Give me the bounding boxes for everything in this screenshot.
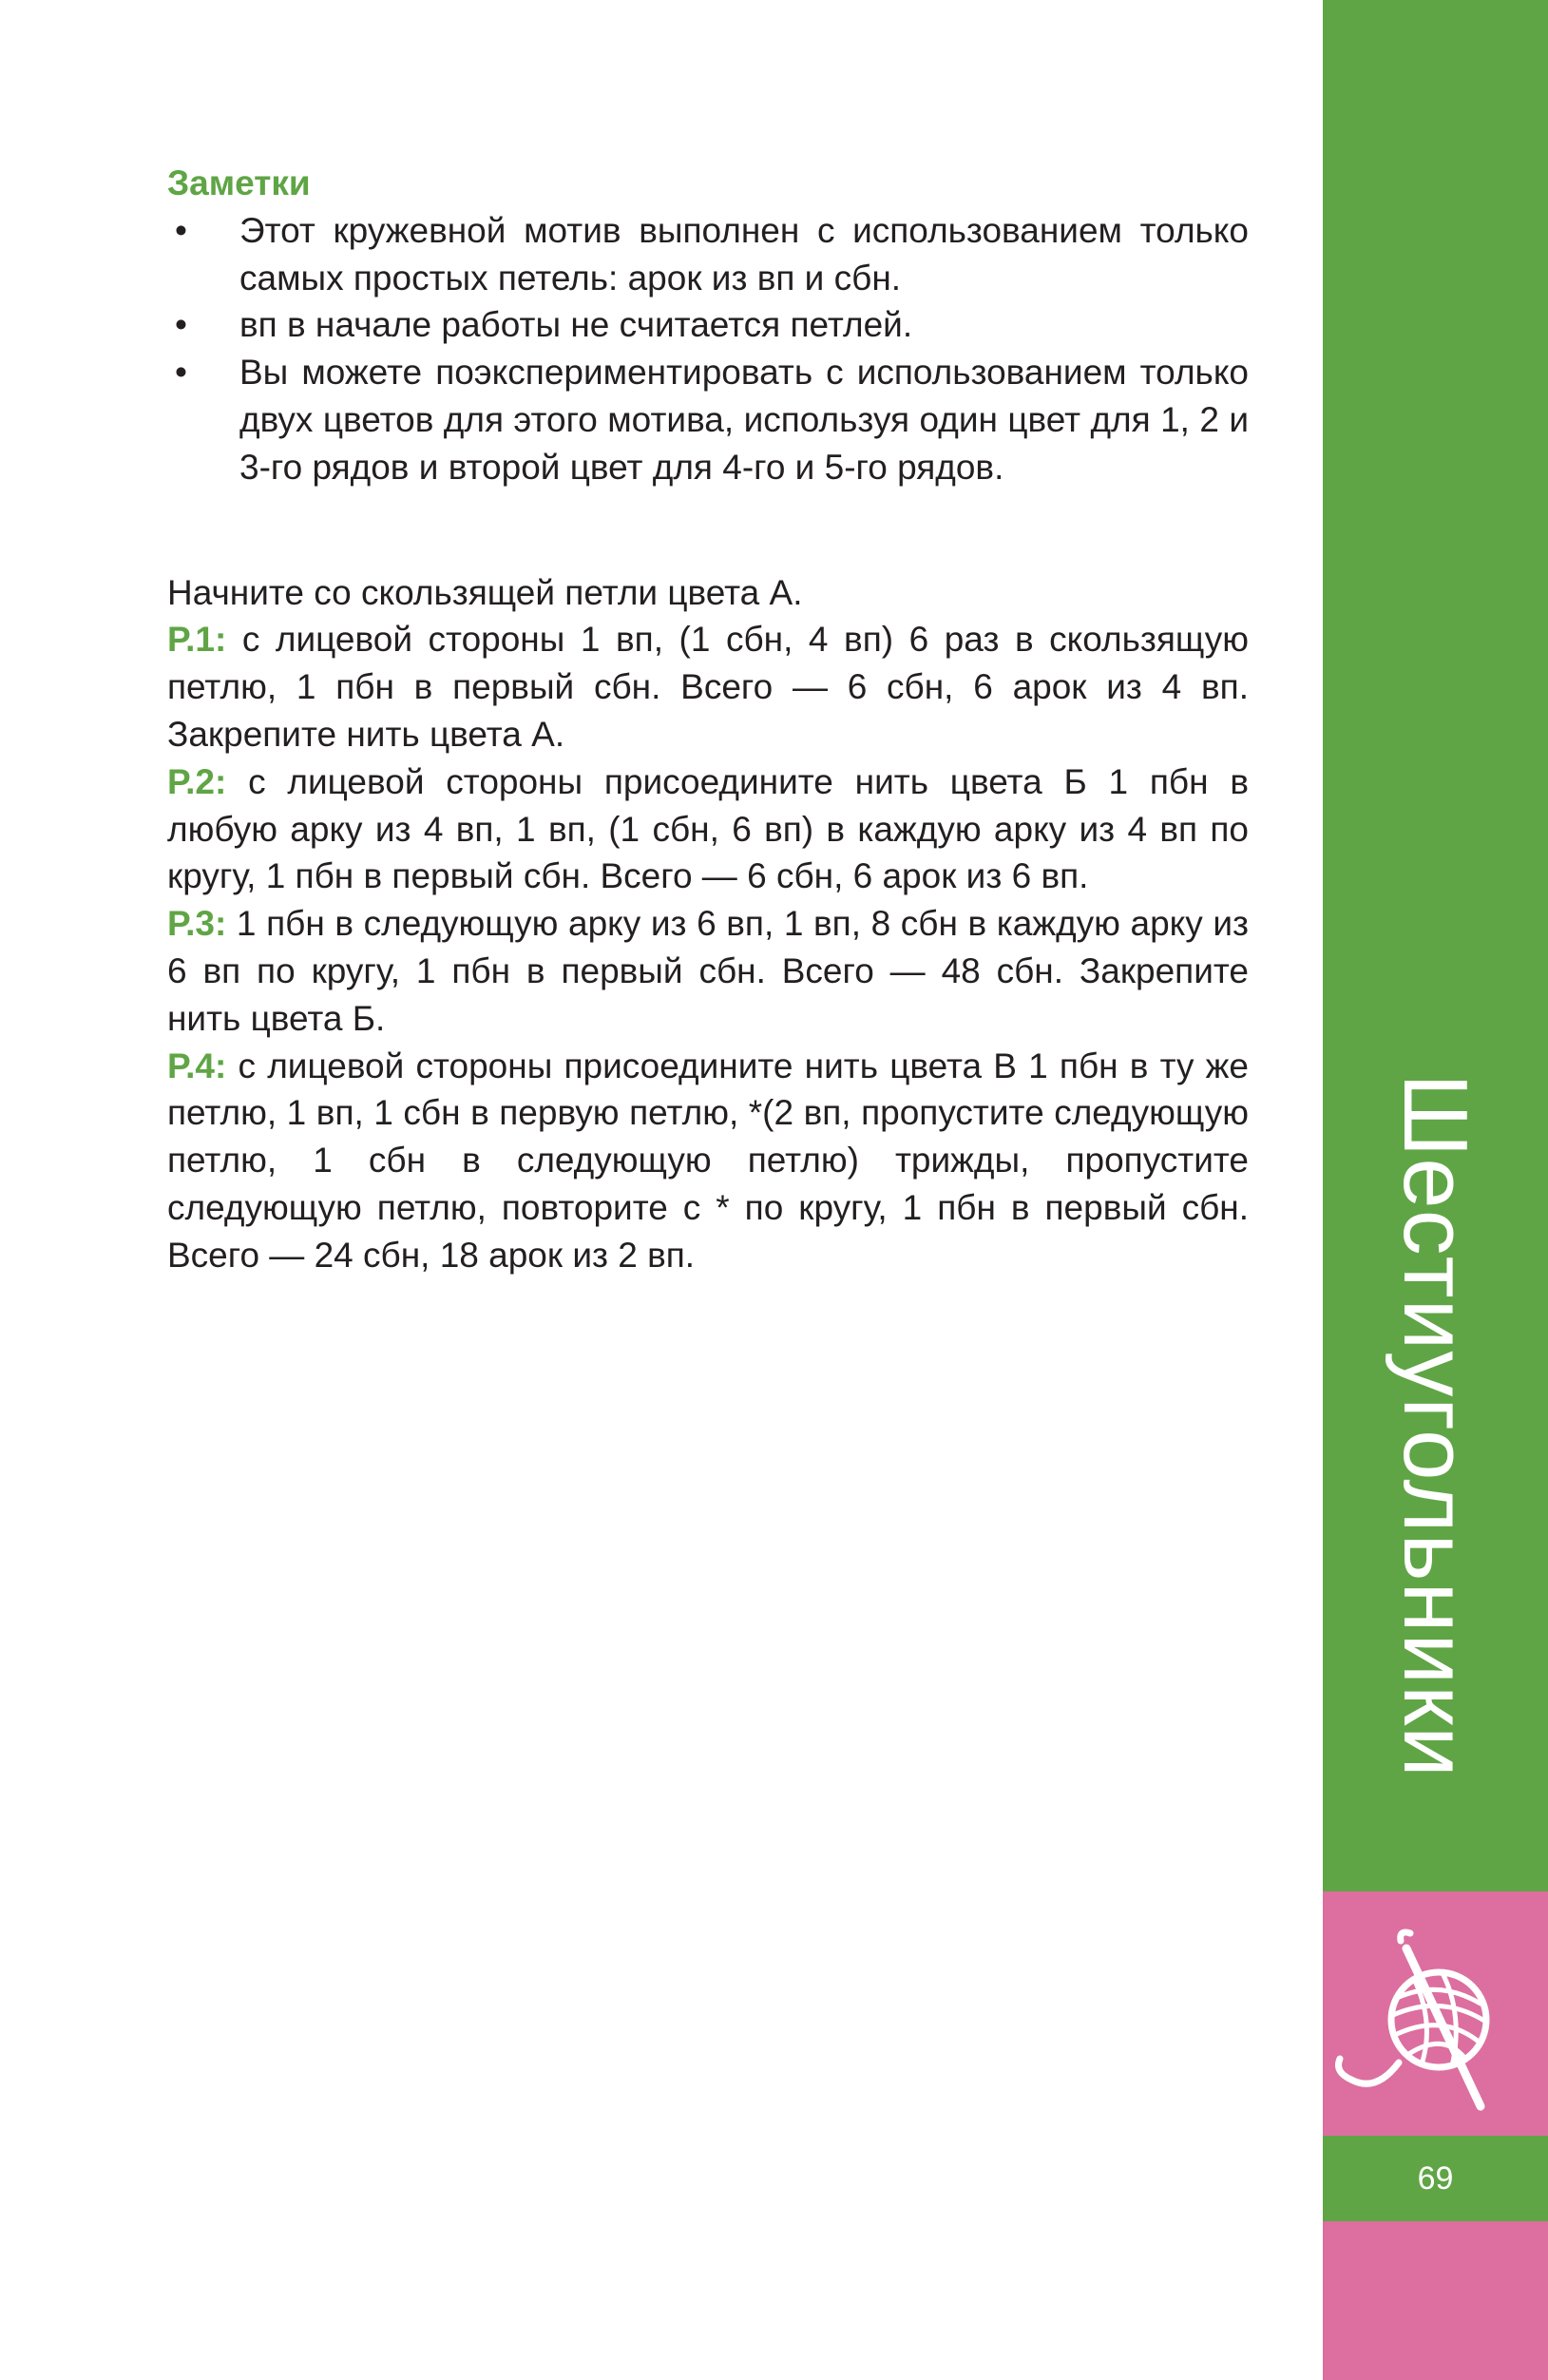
intro-text: Начните со скользящей петли цвета А.	[167, 572, 803, 612]
list-item	[167, 207, 1249, 302]
bullet-icon: •	[175, 353, 187, 393]
note-text: вп в начале работы не считается петлей.	[239, 305, 913, 345]
yarn-ball-crochet-hook-icon	[1323, 1920, 1548, 2120]
row-label: Р.4:	[167, 1046, 227, 1085]
bullet-icon: •	[175, 305, 187, 345]
list-item	[167, 301, 1249, 349]
note-text: Этот кружевной мотив выполнен с использованием только самых простых петель: арок из вп и сбн.	[239, 210, 1249, 298]
note-text: Вы можете поэкспериментировать с использованием только двух цветов для этого мотива, используя один цвет для 1, 2 и 3-го рядов и второй цвет для 4-го и 5-го рядов.	[239, 353, 1249, 487]
sidebar	[1323, 0, 1548, 2380]
notes-heading: Заметки	[167, 163, 311, 202]
notes-list	[167, 207, 1249, 491]
main-content	[167, 160, 1249, 1279]
bullet-icon: •	[175, 210, 187, 250]
row-3	[167, 900, 1249, 1042]
list-item	[167, 349, 1249, 490]
row-text: с лицевой стороны присоедините нить цвета В 1 пбн в ту же петлю, 1 вп, 1 сбн в первую петлю, *(2 вп, пропустите следующую петлю, 1 сбн в следующую петлю) трижды, пропустите следующую петлю, повторите с * по кругу, 1 пбн в первый сбн. Всего — 24 сбн, 18 арок из 2 вп.	[167, 1046, 1250, 1275]
row-label: Р.1:	[167, 620, 227, 660]
spacer	[167, 491, 1249, 569]
row-label: Р.3:	[167, 904, 227, 944]
row-2	[167, 758, 1249, 900]
row-text: 1 пбн в следующую арку из 6 вп, 1 вп, 8 сбн в каждую арку из 6 вп по кругу, 1 пбн в первый сбн. Всего — 48 сбн. Закрепите нить цвета Б.	[167, 904, 1249, 1038]
sidebar-bottom-band	[1323, 2221, 1548, 2380]
section-title: Шестиугольники	[1385, 1073, 1486, 1778]
page-number: 69	[1417, 2160, 1454, 2197]
row-label: Р.2:	[167, 761, 227, 801]
row-text: с лицевой стороны присоедините нить цвета Б 1 пбн в любую арку из 4 вп, 1 вп, (1 сбн, 6 вп) в каждую арку из 4 вп по кругу, 1 пбн в первый сбн. Всего — 6 сбн, 6 арок из 6 вп.	[167, 761, 1249, 896]
row-4	[167, 1043, 1249, 1279]
row-text: с лицевой стороны 1 вп, (1 сбн, 4 вп) 6 раз в скользящую петлю, 1 пбн в первый сбн. Всего — 6 сбн, 6 арок из 4 вп. Закрепите нить цвета А.	[167, 620, 1250, 754]
row-1	[167, 616, 1249, 758]
